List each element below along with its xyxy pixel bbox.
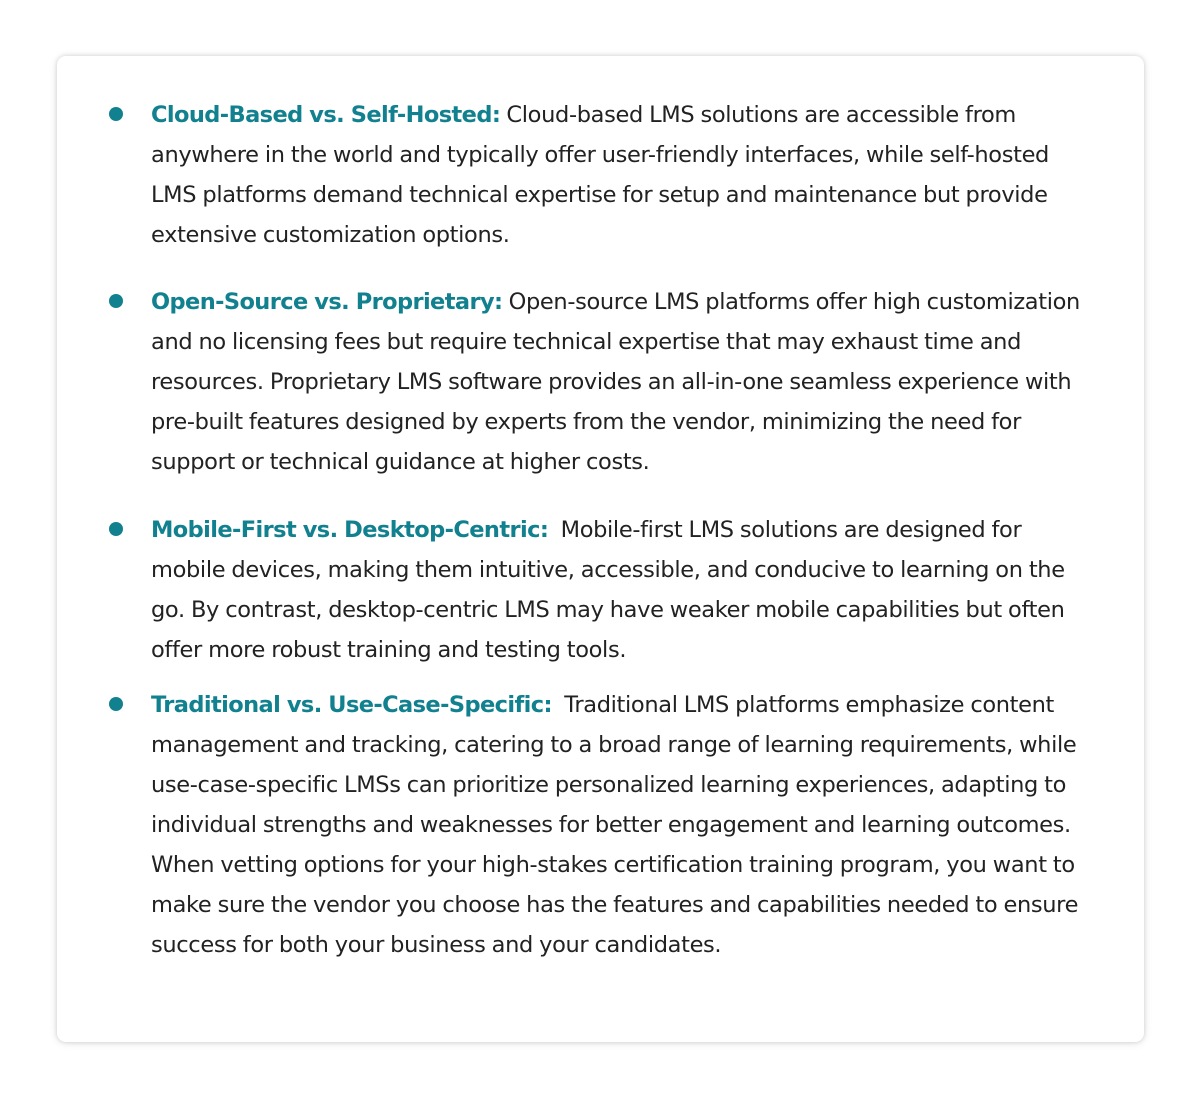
item-description: Open-source LMS platforms offer high customization and no licensing fees but require technical expertise that may exhaust time and resources. Proprietary LMS software provides an all-in-one seamless experience with pre-built features designed by experts from the vendor, minimizing the need for support or technical guidance at higher costs. bbox=[151, 289, 1080, 475]
bullet-icon bbox=[109, 294, 123, 308]
list-item-open-source-vs-proprietary bbox=[151, 282, 1086, 482]
item-description: Cloud-based LMS solutions are accessible from anywhere in the world and typically offer user-friendly interfaces, while self-hosted LMS platforms demand technical expertise for setup and maintenance but provide extensive customization options. bbox=[151, 102, 1049, 248]
list-item-cloud-vs-self-hosted bbox=[151, 95, 1086, 255]
item-term: Mobile-First vs. Desktop-Centric: bbox=[151, 517, 549, 543]
bullet-icon bbox=[109, 697, 123, 711]
item-description: Mobile-first LMS solutions are designed for mobile devices, making them intuitive, accessible, and conducive to learning on the go. By contrast, desktop-centric LMS may have weaker mobile capabilities but often offer more robust training and testing tools. bbox=[151, 517, 1065, 663]
item-term: Traditional vs. Use-Case-Specific: bbox=[151, 692, 552, 718]
list-item-mobile-vs-desktop bbox=[151, 510, 1086, 670]
bullet-icon bbox=[109, 522, 123, 536]
item-term: Cloud-Based vs. Self-Hosted: bbox=[151, 102, 501, 128]
content-card bbox=[57, 56, 1144, 1042]
item-term: Open-Source vs. Proprietary: bbox=[151, 289, 503, 315]
bullet-icon bbox=[109, 107, 123, 121]
list-item-traditional-vs-use-case bbox=[151, 685, 1086, 965]
item-description: Traditional LMS platforms emphasize content management and tracking, catering to a broad range of learning requirements, while use-case-specific LMSs can prioritize personalized learning experiences, adapting to individual strengths and weaknesses for better engagement and learning outcomes. When vetting options for your high-stakes certification training program, you want to make sure the vendor you choose has the features and capabilities needed to ensure success for both your business and your candidates. bbox=[151, 692, 1079, 958]
